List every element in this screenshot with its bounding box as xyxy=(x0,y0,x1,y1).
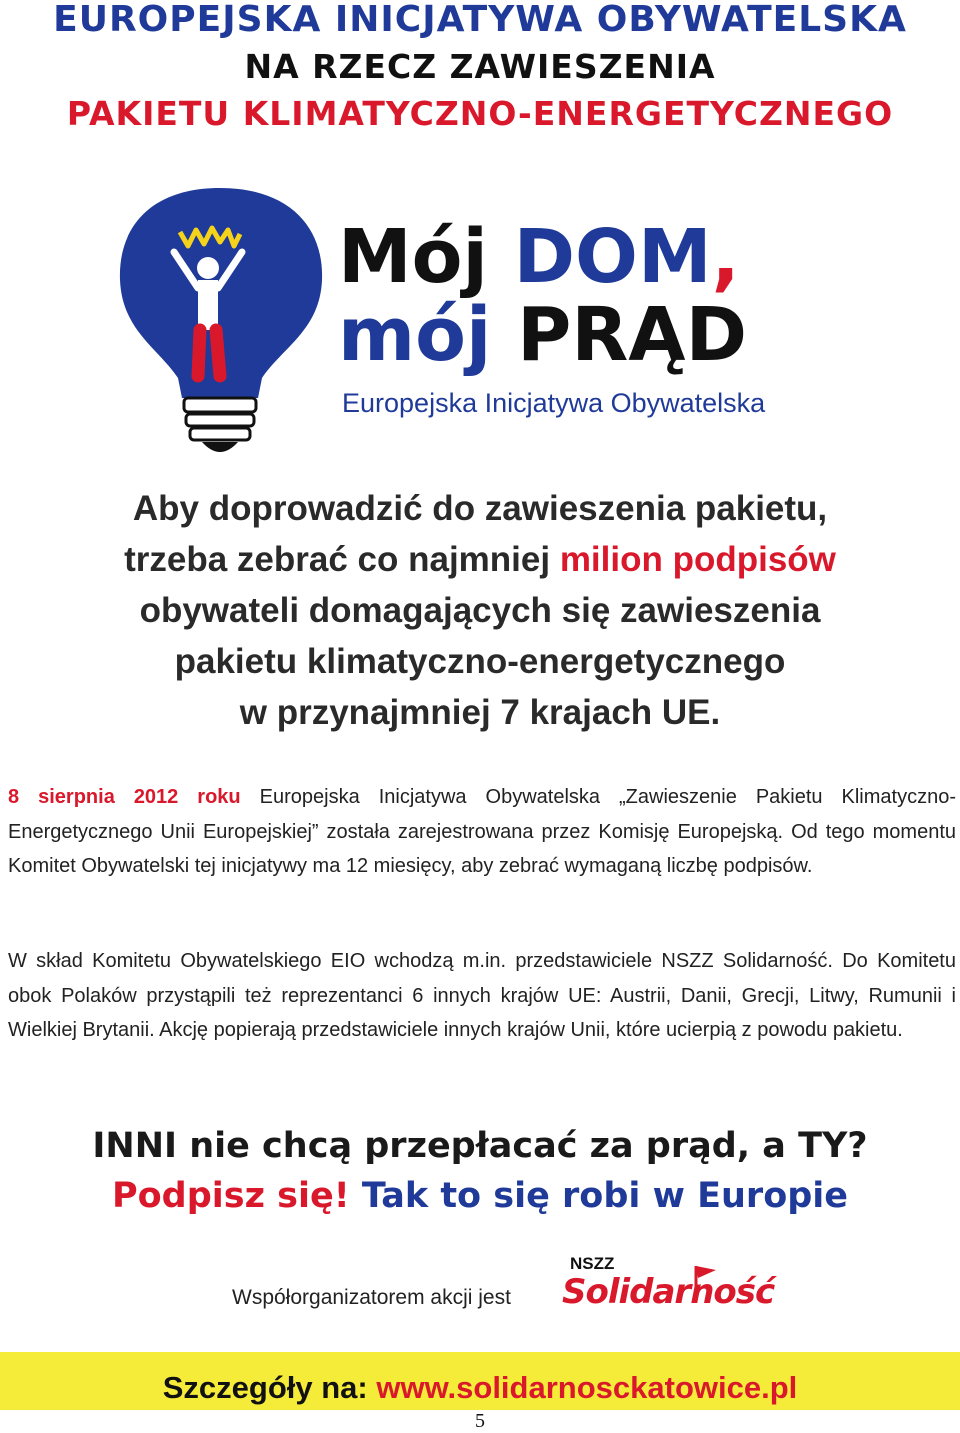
registration-date: 8 sierpnia 2012 roku xyxy=(8,786,241,808)
lead-line-2-text: trzeba zebrać co najmniej xyxy=(124,540,560,579)
cta-sign-up: Podpisz się! xyxy=(111,1176,350,1216)
nszz-label: NSZZ xyxy=(570,1254,615,1273)
coorganizer-label: Współorganizatorem akcji jest xyxy=(232,1286,511,1309)
lead-line-2 xyxy=(40,534,920,585)
lead-line-3: obywateli domagających się zawieszenia xyxy=(139,591,821,630)
logo-word-moj-2: mój xyxy=(338,292,518,378)
registration-text: Europejska Inicjatywa Obywatelska „Zawieszenie Pakietu Klimatyczno-Energetycznego Unii Europejskiej” została zarejestrowana przez Komisję Europejską. Od tego momentu Komitet Obywatelski tej inicjatywy ma 12 miesięcy, aby zebrać wymaganą liczbę podpisów. xyxy=(8,786,956,877)
cta-line-2 xyxy=(0,1176,960,1216)
logo-line-2 xyxy=(338,292,747,378)
solidarnosc-logo: Solidarność xyxy=(562,1272,775,1312)
flag-icon xyxy=(690,1262,720,1294)
footer-label: Szczegóły na: xyxy=(162,1370,377,1405)
lead-line-5: w przynajmniej 7 krajach UE. xyxy=(239,693,721,732)
lead-highlight: milion podpisów xyxy=(559,540,836,579)
logo-word-moj: Mój xyxy=(338,214,514,300)
lead-line-4: pakietu klimatyczno-energetycznego xyxy=(174,642,786,681)
cta-europe: Tak to się robi w Europie xyxy=(349,1176,849,1216)
paragraph-committee: W skład Komitetu Obywatelskiego EIO wchodzą m.in. przedstawiciele NSZZ Solidarność. Do Komitetu obok Polaków przystąpili też reprezentanci 6 innych krajów UE: Austrii, Danii, Grecji, Litwy, Rumunii i Wielkiej Brytanii. Akcję popierają przedstawiciele innych krajów Unii, które ucierpią z powodu pakietu. xyxy=(8,950,956,1041)
logo-line-1 xyxy=(338,214,740,300)
logo-word-dom: DOM xyxy=(513,214,712,300)
logo-comma: , xyxy=(711,214,740,300)
cta-line-1: INNI nie chcą przepłacać za prąd, a TY? xyxy=(92,1126,868,1166)
footer-url-link[interactable]: www.solidarnosckatowice.pl xyxy=(376,1370,798,1405)
footer-details xyxy=(0,1370,960,1406)
logo-word-prad: PRĄD xyxy=(517,292,747,378)
lightbulb-icon xyxy=(110,180,330,470)
header-line-2: NA RZECZ ZAWIESZENIA xyxy=(244,47,716,86)
header-line-1: EUROPEJSKA INICJATYWA OBYWATELSKA xyxy=(53,0,907,40)
page-number: 5 xyxy=(475,1410,485,1432)
lead-line-1: Aby doprowadzić do zawieszenia pakietu, xyxy=(132,489,828,528)
lead-statement xyxy=(40,483,920,738)
logo-subtitle: Europejska Inicjatywa Obywatelska xyxy=(342,388,766,418)
header-line-3: PAKIETU KLIMATYCZNO-ENERGETYCZNEGO xyxy=(66,94,894,133)
paragraph-registration xyxy=(8,780,956,884)
